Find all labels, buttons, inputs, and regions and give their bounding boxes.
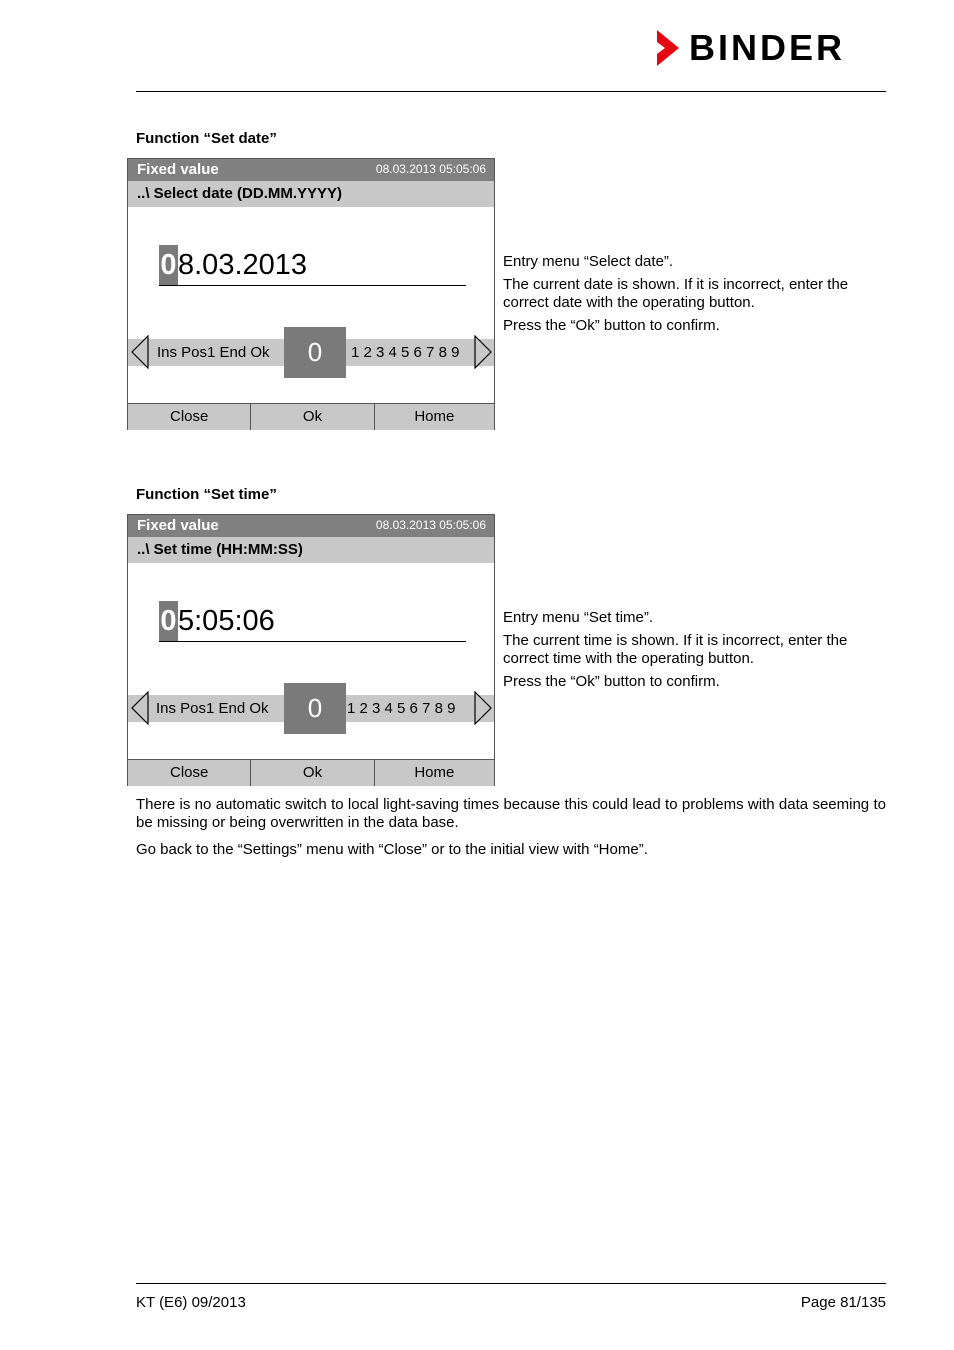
arrow-right-icon[interactable] — [473, 335, 493, 369]
screen-button-bar — [128, 759, 494, 786]
description-set-time — [503, 609, 883, 696]
entry-value: 5:05:06 — [178, 605, 275, 637]
edit-commands[interactable]: Ins Pos1 End Ok — [156, 700, 269, 717]
footer-rule — [136, 1283, 886, 1284]
screen-title-bar — [128, 515, 494, 537]
arrow-left-icon[interactable] — [130, 691, 150, 725]
screen-path: ..\ Select date (DD.MM.YYYY) — [137, 185, 343, 202]
body-paragraph: There is no automatic switch to local light-saving times because this could lead to problems with data seeming to be missing or being overwritten in the data base. — [136, 796, 886, 831]
footer-document-id: KT (E6) 09/2013 — [136, 1294, 246, 1311]
digit-selector[interactable]: 1 2 3 4 5 6 7 8 9 — [351, 344, 460, 361]
home-button[interactable]: Home — [375, 404, 494, 430]
description-set-date — [503, 253, 883, 340]
body-text — [136, 796, 886, 868]
screen-title-bar — [128, 159, 494, 181]
arrow-left-icon[interactable] — [130, 335, 150, 369]
description-line: Entry menu “Select date”. — [503, 253, 674, 270]
screen-title: Fixed value — [137, 161, 219, 178]
time-entry-field[interactable] — [159, 601, 466, 642]
ok-button[interactable]: Ok — [251, 404, 374, 430]
controller-screen-set-date — [127, 158, 495, 430]
arrow-right-icon[interactable] — [473, 691, 493, 725]
screen-datetime: 08.03.2013 05:05:06 — [375, 162, 486, 176]
edit-commands[interactable]: Ins Pos1 End Ok — [157, 344, 270, 361]
description-line: Press the “Ok” button to confirm. — [503, 317, 720, 334]
screen-datetime: 08.03.2013 05:05:06 — [375, 518, 486, 532]
header-rule — [136, 91, 886, 92]
description-line: The current date is shown. If it is incorrect, enter the correct date with the operating button. — [503, 276, 849, 311]
screen-title: Fixed value — [137, 517, 219, 534]
binder-logo — [655, 27, 846, 68]
body-paragraph: Go back to the “Settings” menu with “Close” or to the initial view with “Home”. — [136, 841, 648, 858]
entry-value: 8.03.2013 — [178, 249, 308, 281]
screen-path-bar — [128, 181, 494, 207]
section-heading-set-date: Function “Set date” — [136, 130, 277, 147]
description-line: Entry menu “Set time”. — [503, 609, 654, 626]
logo-brand-text: BINDER — [689, 27, 846, 68]
footer-page-number: Page 81/135 — [800, 1294, 886, 1311]
selected-digit[interactable]: 0 — [284, 683, 346, 734]
binder-logo-icon — [655, 30, 683, 66]
screen-path-bar — [128, 537, 494, 563]
selected-digit[interactable]: 0 — [284, 327, 346, 378]
entry-cursor-digit: 0 — [159, 601, 178, 641]
section-heading-set-time: Function “Set time” — [136, 486, 277, 503]
description-line: Press the “Ok” button to confirm. — [503, 673, 720, 690]
close-button[interactable]: Close — [128, 760, 251, 786]
screen-button-bar — [128, 403, 494, 430]
description-line: The current time is shown. If it is incorrect, enter the correct time with the operating button. — [503, 632, 848, 667]
home-button[interactable]: Home — [375, 760, 494, 786]
close-button[interactable]: Close — [128, 404, 251, 430]
digit-selector[interactable]: 1 2 3 4 5 6 7 8 9 — [347, 700, 456, 717]
controller-screen-set-time — [127, 514, 495, 786]
date-entry-field[interactable] — [159, 245, 466, 286]
ok-button[interactable]: Ok — [251, 760, 374, 786]
screen-path: ..\ Set time (HH:MM:SS) — [137, 541, 303, 558]
entry-cursor-digit: 0 — [159, 245, 178, 285]
